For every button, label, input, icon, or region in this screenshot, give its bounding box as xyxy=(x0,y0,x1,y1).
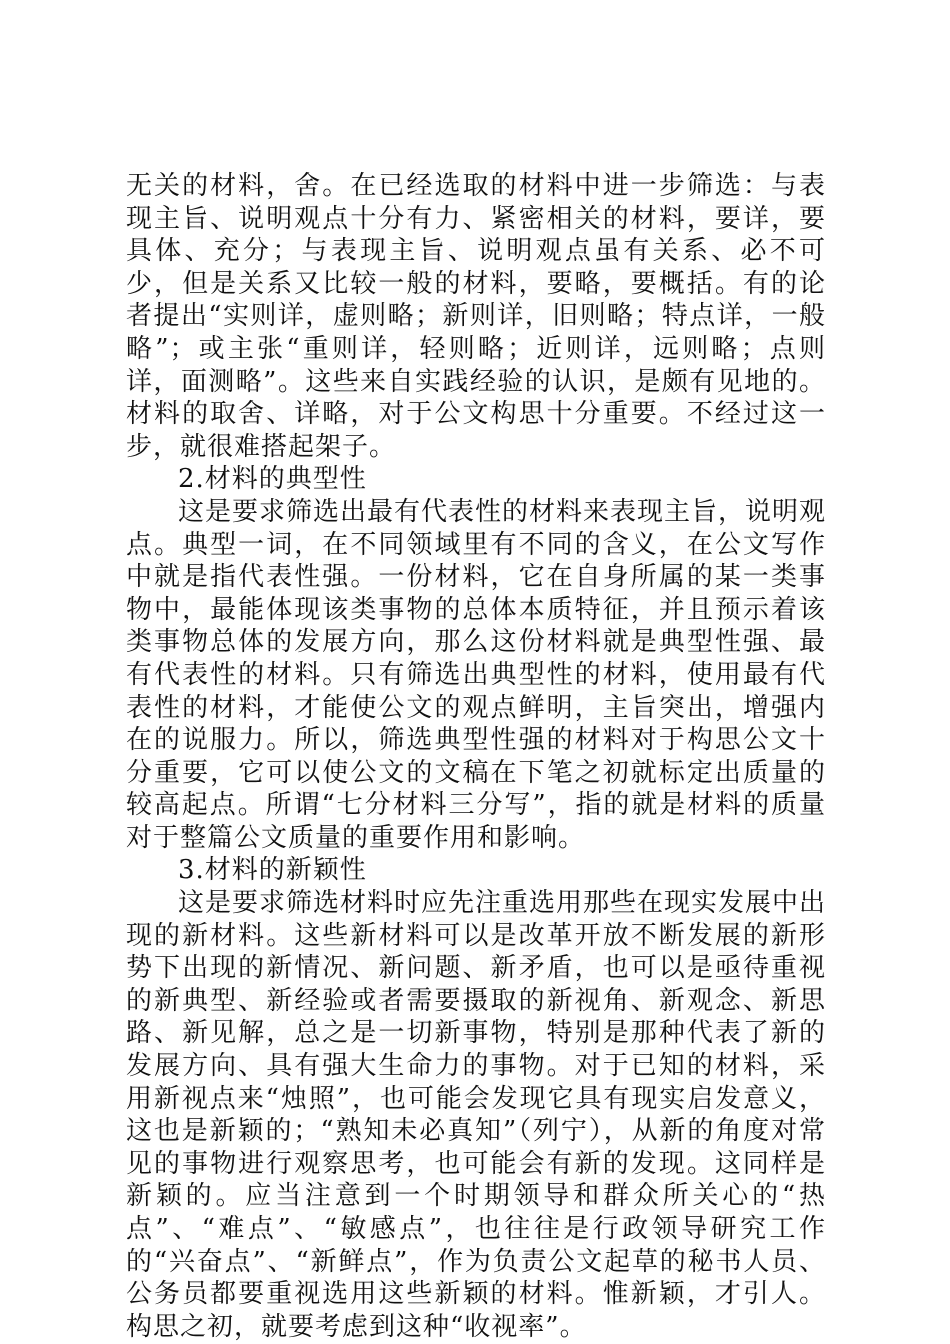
section-heading-typicality: 2.材料的典型性 xyxy=(178,464,367,495)
paragraph-material-selection: 无关的材料，舍。在已经选取的材料中进一步筛选：与表现主旨、说明观点十分有力、紧密相关的材料，要详，要具体、充分；与表现主旨、说明观点虽有关系、必不可少，但是关系又比较一般的材料，要略，要概括。有的论者提出“实则详，虚则略；新则详，旧则略；特点详，一般略”；或主张“重则详，轻则略；近则详，远则略；点则详，面测略”。这些来自实践经验的认识，是颇有见地的。材料的取舍、详略，对于公文构思十分重要。不经过这一步，就很难搭起架子。 xyxy=(126,171,826,462)
paragraph-novelty: 这是要求筛选材料时应先注重选用那些在现实发展中出现的新材料。这些新材料可以是改革开放不断发展的新形势下出现的新情况、新问题、新矛盾，也可以是亟待重视的新典型、新经验或者需要摄取的新视角、新观念、新思路、新见解，总之是一切新事物，特别是那种代表了新的发展方向、具有强大生命力的事物。对于已知的材料，采用新视点来“烛照”，也可能会发现它具有现实启发意义，这也是新颖的；“熟知未必真知”（列宁），从新的角度对常见的事物进行观察思考，也可能会有新的发现。这同样是新颖的。应当注意到一个时期领导和群众所关心的“热点”、“难点”、“敏感点”，也往往是行政领导研究工作的“兴奋点”、“新鲜点”，作为负责公文起草的秘书人员、公务员都要重视选用这些新颖的材料。惟新颖，才引人。构思之初，就要考虑到这种“收视率”。 xyxy=(126,888,827,1342)
section-heading-novelty: 3.材料的新颖性 xyxy=(178,855,367,886)
document-body xyxy=(126,170,826,1343)
paragraph-typicality: 这是要求筛选出最有代表性的材料来表现主旨，说明观点。典型一词，在不同领域里有不同的含义，在公文写作中就是指代表性强。一份材料，它在自身所属的某一类事物中，最能体现该类事物的总体本质特征，并且预示着该类事物总体的发展方向，那么这份材料就是典型性强、最有代表性的材料。只有筛选出典型性的材料，使用最有代表性的材料，才能使公文的观点鲜明，主旨突出，增强内在的说服力。所以，筛选典型性强的材料对于构思公文十分重要，它可以使公文的文稿在下笔之初就标定出质量的较高起点。所谓“七分材料三分写”，指的就是材料的质量对于整篇公文质量的重要作用和影响。 xyxy=(126,496,827,853)
